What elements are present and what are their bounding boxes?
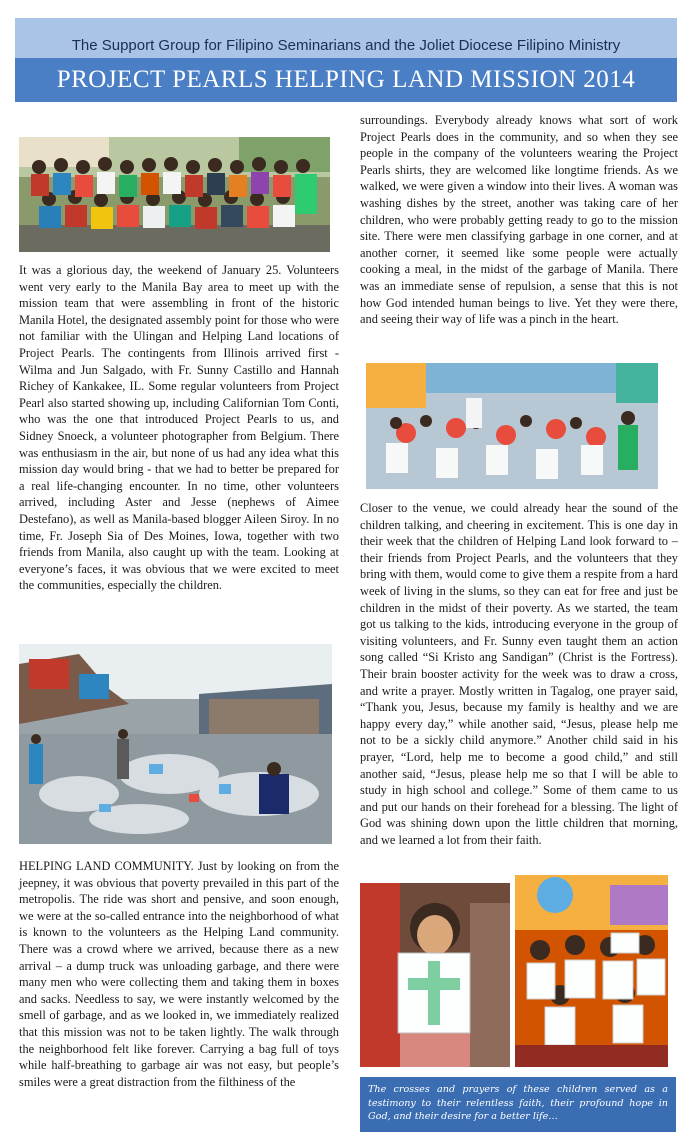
intro-paragraph: It was a glorious day, the weekend of January 25. Volunteers went very early to the Manila Bay area to meet up with the mission team that were assembling in front of the historic Manila Hotel, the designated assembly point for those who were not familiar with the Ulingan and Helping Land locations of Project Pearls. The contingents from Illinois arrived first - Wilma and Jun Salgado, with Fr. Sunny Castillo and Hannah Richey of Kankakee, IL. Some regular volunteers from Project Pearl also started showing up, including Californian Tom Conti, who was the one that introduced Project Pearls to us, and Sidney Snoeck, a volunteer photographer from Belgium. There was enthusiasm in the air, but none of us had any idea what this mission day would bring - that we had to better be prepared for a real life-changing encounter. In no time, other volunteers arrived, including Aster and Jesse (nephews of Aimee Destefano), as well as Manila-based blogger Aileen Siroy. In no time, Fr. Joseph Sia of Des Moines, Iowa, together with two friends from Manila, also caught up with the team. Looking at everyone’s faces, it was obvious that we were excited to meet the communities, especially the children. — [19, 263, 339, 593]
garbage-dump-photo — [19, 644, 332, 844]
children-gathering-photo — [366, 363, 658, 489]
group-photo — [19, 137, 330, 252]
organization-name: The Support Group for Filipino Seminarians and the Joliet Diocese Filipino Ministry — [15, 18, 677, 60]
girl-with-cross-photo — [360, 883, 510, 1067]
surroundings-paragraph: surroundings. Everybody already knows what sort of work Project Pearls does in the community, and so when they see people in the company of the volunteers wearing the Project Pearls shirts, they are welcomed like longtime friends. As we walked, we were given a window into their lives. A woman was washing dishes by the street, another was taking care of her children, who were probably getting ready to go to the mission site. There were men classifying garbage in one corner, and at another corner, it seemed like some people were actually cooking a meal, in the midst of the garbage of Manila. There was an immediate sense of repulsion, a sense that this is not how God intended human beings to live. Yet they were there, and seeing their way of life was a pinch in the heart. — [360, 113, 678, 327]
children-venue-paragraph: Closer to the venue, we could already hear the sound of the children talking, and cheering in excitement. This is one day in their week that the children of Helping Land look forward to – their friends from Project Pearls, and the volunteers that they bring with them, would come to give them a respite from a hard week of living in the slums, so they can eat for free and just be children in the midst of their poverty. As we started, the team got us talking to the kids, introducing everyone in the group of visiting volunteers, and Fr. Sunny even taught them an action song called “Si Kristo ang Sandigan” (Christ is the Fortress). Their brain booster activity for the week was to draw a cross, and write a prayer. Mostly written in Tagalog, one prayer said, “Thank you, Jesus, because my family is healthy and we are happy every day,” while another said, “Jesus, please help me not to be a sickly child anymore.” Another child said in his prayer, “Lord, help me to become a good child,” and still another said, “Jesus, please help me so that I will be able to study in high school and college.” Some of them came to us and put our hands on their forehead for a blessing. The light of God was shining down upon the little children that morning, and we learned a lot from their faith. — [360, 501, 678, 847]
helping-land-paragraph: HELPING LAND COMMUNITY. Just by looking on from the jeepney, it was obvious that poverty prevailed in this part of the metropolis. The ride was short and pensive, and soon enough, we were at the so-called entrance into the neighborhood of what is known to the volunteers as the Helping Land community. There was a crowd where we arrived, because there as a new arrival – a dump truck was unloading garbage, and there were many men who were collecting them and taking them in boxes and sacks. Needless to say, we were instantly welcomed by the smell of garbage, and as we looked in, we immediately realized that this mission was not to be taken lightly. The walk through the neighborhood felt like forever. Carrying a bag full of toys while half-breathing to garbage air was not easy, but people’s smiles were a great distraction from the filthiness of the — [19, 859, 339, 1089]
newsletter-header — [15, 18, 677, 102]
photo-caption: The crosses and prayers of these children served as a testimony to their relentless faith, their profound hope in God, and their desire for a better life… — [360, 1077, 676, 1132]
children-with-prayers-photo — [515, 875, 668, 1067]
page-title: PROJECT PEARLS HELPING LAND MISSION 2014 — [15, 58, 677, 102]
